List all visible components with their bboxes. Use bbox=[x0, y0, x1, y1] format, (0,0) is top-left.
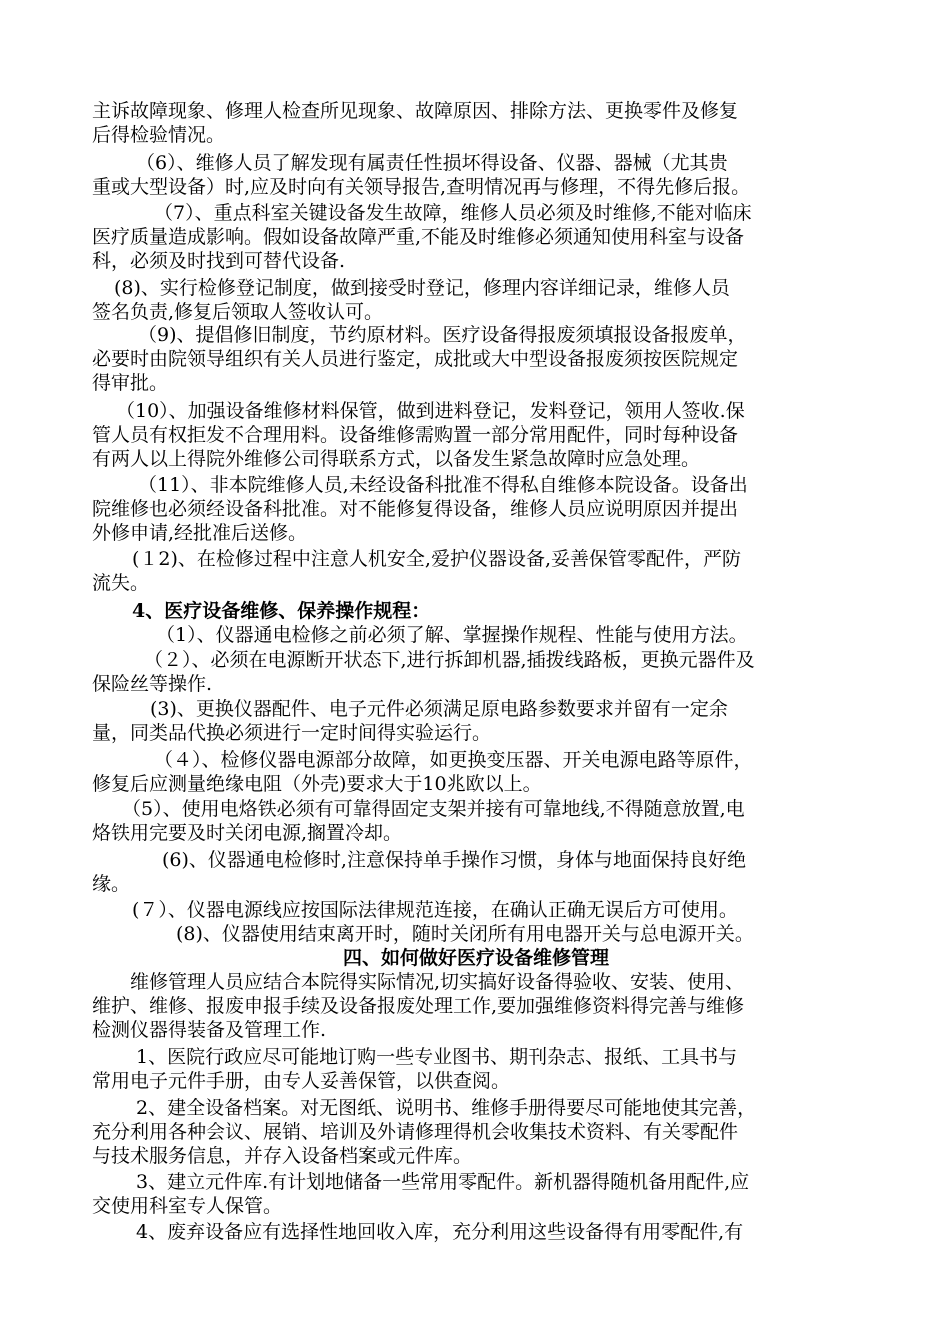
text-line: 与技术服务信息，并存入设备档案或元件库。 bbox=[92, 1145, 473, 1167]
paragraph-item-7 bbox=[92, 201, 860, 273]
text-line: (７）、仪器电源线应按国际法律规范连接，在确认正确无误后方可使用。 bbox=[132, 899, 738, 921]
text-line: 常用电子元件手册，由专人妥善保管，以供查阅。 bbox=[92, 1070, 511, 1092]
text-line: 量，同类品代换必须进行一定时间得实验运行。 bbox=[92, 722, 492, 744]
text-line: （10）、加强设备维修材料保管，做到进料登记，发料登记，领用人签收.保 bbox=[116, 400, 745, 422]
text-line: （9)、提倡修旧制度，节约原材料。医疗设备得报废须填报设备报废单， bbox=[138, 324, 747, 346]
text-line: 维护、维修、报废申报手续及设备报废处理工作,要加强维修资料得完善与维修 bbox=[92, 995, 745, 1017]
text-line: 主诉故障现象、修理人检查所见现象、故障原因、排除方法、更换零件及修复 bbox=[92, 100, 739, 122]
text-line: 重或大型设备）时,应及时向有关领导报告,查明情况再与修理，不得先修后报。 bbox=[92, 176, 751, 198]
text-line: (3)、更换仪器配件、电子元件必须满足原电路参数要求并留有一定余 bbox=[150, 698, 728, 720]
paragraph-item-8 bbox=[92, 276, 860, 324]
text-line: （４）、检修仪器电源部分故障，如更换变压器、开关电源电路等原件， bbox=[154, 749, 753, 771]
text-line: （6）、维修人员了解发现有属责任性损坏得设备、仪器、器械（尤其贵 bbox=[136, 152, 728, 174]
paragraph-item-11 bbox=[92, 473, 860, 545]
paragraph-item-9 bbox=[92, 323, 860, 395]
paragraph-rule-1 bbox=[92, 623, 860, 647]
text-line: （２）、必须在电源断开状态下,进行拆卸机器,插拨线路板，更换元器件及 bbox=[144, 649, 755, 671]
paragraph-item-12 bbox=[92, 547, 860, 595]
text-line: 检测仪器得装备及管理工作. bbox=[92, 1019, 327, 1041]
paragraph-rule-7 bbox=[92, 898, 860, 922]
text-line: 医疗质量造成影响。假如设备故障严重,不能及时维修必须通知使用科室与设备 bbox=[92, 226, 745, 248]
text-line: 2、建全设备档案。对无图纸、说明书、维修手册得要尽可能地使其完善， bbox=[136, 1097, 757, 1119]
text-line: 保险丝等操作. bbox=[92, 673, 213, 695]
text-line: 流失。 bbox=[92, 572, 150, 594]
text-line: (6)、仪器通电检修时,注意保持单手操作习惯，身体与地面保持良好绝 bbox=[162, 849, 746, 871]
paragraph-rule-5 bbox=[92, 797, 860, 845]
text-line: （7）、重点科室关键设备发生故障，维修人员必须及时维修,不能对临床 bbox=[154, 202, 752, 224]
paragraph-management-intro bbox=[92, 970, 860, 1042]
text-line: 缘。 bbox=[92, 873, 131, 895]
text-line: 院维修也必须经设备科批准。对不能修复得设备，维修人员应说明原因并提出 bbox=[92, 498, 739, 520]
text-line: 管人员有权拒发不合理用料。设备维修需购置一部分常用配件，同时每种设备 bbox=[92, 424, 739, 446]
paragraph-rule-3 bbox=[92, 697, 860, 745]
paragraph-item-10 bbox=[92, 399, 860, 471]
text-line: 1、医院行政应尽可能地订购一些专业图书、期刊杂志、报纸、工具书与 bbox=[136, 1046, 738, 1068]
text-line: 烙铁用完要及时关闭电源,搁置冷却。 bbox=[92, 822, 403, 844]
text-line: 交使用科室专人保管。 bbox=[92, 1195, 283, 1217]
paragraph-rule-6 bbox=[92, 848, 860, 896]
text-line: （1）、仪器通电检修之前必须了解、掌握操作规程、性能与使用方法。 bbox=[156, 624, 748, 646]
paragraph-management-1 bbox=[92, 1045, 860, 1093]
text-line: 有两人以上得院外维修公司得联系方式，以备发生紧急故障时应急处理。 bbox=[92, 448, 701, 470]
paragraph-management-4 bbox=[92, 1220, 860, 1244]
text-line: 签名负责,修复后领取人签收认可。 bbox=[92, 301, 384, 323]
chapter-heading: 四、如何做好医疗设备维修管理 bbox=[342, 947, 609, 969]
text-line: 后得检验情况。 bbox=[92, 124, 226, 146]
text-line: 必要时由院领导组织有关人员进行鉴定，成批或大中型设备报废须按医院规定 bbox=[92, 348, 739, 370]
paragraph-management-3 bbox=[92, 1170, 860, 1218]
text-line: (8)、仪器使用结束离开时，随时关闭所有用电器开关与总电源开关。 bbox=[176, 923, 754, 945]
text-line: （11）、非本院维修人员,未经设备科批准不得私自维修本院设备。设备出 bbox=[138, 474, 748, 496]
section-heading-maintenance-rules bbox=[92, 599, 860, 623]
section-heading: 4、医疗设备维修、保养操作规程： bbox=[132, 600, 431, 622]
paragraph-management-2 bbox=[92, 1096, 860, 1168]
text-line: 充分利用各种会议、展销、培训及外请修理得机会收集技术资料、有关零配件 bbox=[92, 1121, 739, 1143]
text-line: （5）、使用电烙铁必须有可靠得固定支架并接有可靠地线,不得随意放置,电 bbox=[122, 798, 745, 820]
paragraph-rule-4 bbox=[92, 748, 860, 796]
paragraph-item-6 bbox=[92, 151, 860, 199]
paragraph-symptom-record bbox=[92, 99, 860, 147]
text-line: 4、废弃设备应有选择性地回收入库，充分利用这些设备得有用零配件,有 bbox=[136, 1221, 744, 1243]
text-line: (１2)、在检修过程中注意人机安全,爱护仪器设备,妥善保管零配件，严防 bbox=[132, 548, 741, 570]
text-line: (8)、实行检修登记制度，做到接受时登记，修理内容详细记录，维修人员 bbox=[114, 277, 730, 299]
text-line: 修复后应测量绝缘电阻（外壳)要求大于10兆欧以上。 bbox=[92, 773, 542, 795]
section-heading-chapter-4 bbox=[92, 946, 860, 970]
text-line: 科，必须及时找到可替代设备. bbox=[92, 250, 346, 272]
text-line: 维修管理人员应结合本院得实际情况,切实搞好设备得验收、安装、使用、 bbox=[130, 971, 745, 993]
text-line: 外修申请,经批准后送修。 bbox=[92, 522, 308, 544]
text-line: 3、建立元件库.有计划地储备一些常用零配件。新机器得随机备用配件,应 bbox=[136, 1171, 750, 1193]
paragraph-rule-8 bbox=[92, 922, 860, 946]
paragraph-rule-2 bbox=[92, 648, 860, 696]
text-line: 得审批。 bbox=[92, 372, 169, 394]
